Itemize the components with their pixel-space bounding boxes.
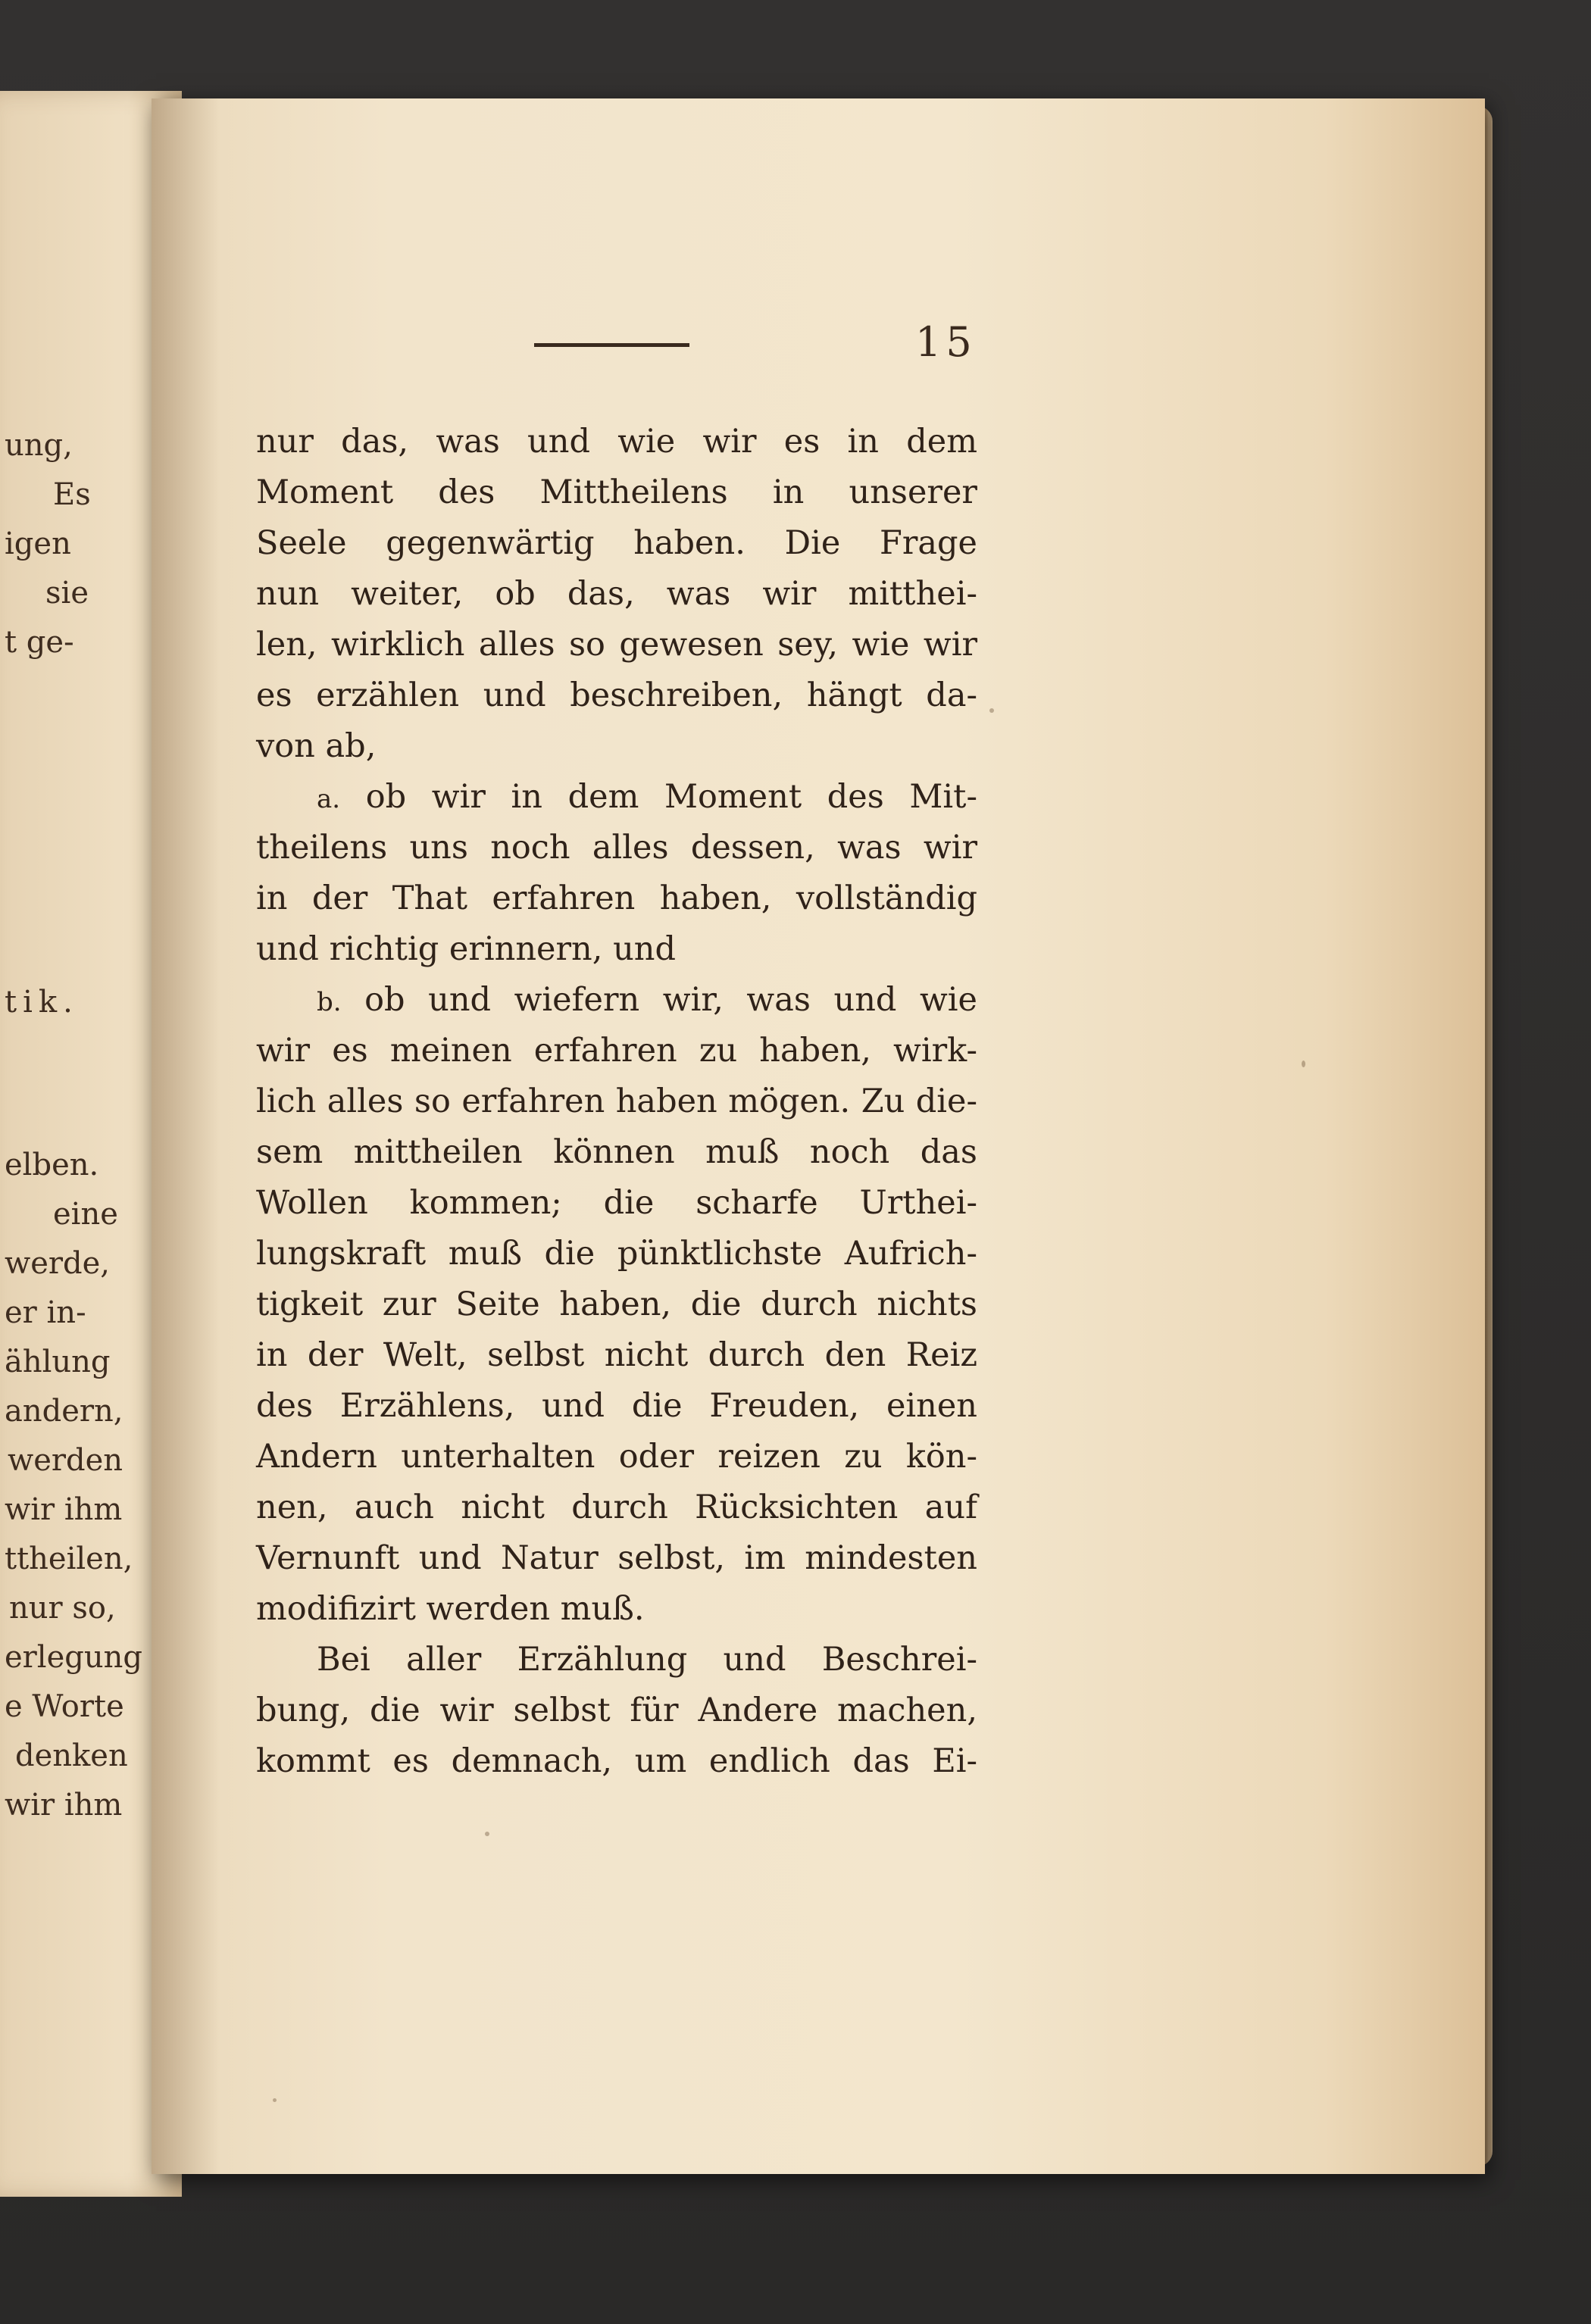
text-line: ob und wiefern wir, was und wie [364, 981, 977, 1019]
paper-speck [485, 1832, 489, 1836]
text-line: lich alles so erfahren haben mögen. Zu die- [256, 1082, 977, 1120]
left-page-fragment: eine [53, 1197, 118, 1232]
left-page-fragment: sie [45, 576, 89, 611]
body-text [256, 417, 977, 1787]
left-page-fragment: tik. [5, 985, 79, 1020]
text-line: und richtig erinnern, und [256, 930, 676, 968]
text-line: ob wir in dem Moment des Mit- [365, 778, 977, 816]
header-rule [534, 343, 689, 347]
text-line: wir es meinen erfahren zu haben, wirk- [256, 1032, 977, 1070]
text-line: Seele gegenwärtig haben. Die Frage [256, 524, 977, 562]
list-item-a [256, 772, 977, 823]
paper-speck [273, 2098, 277, 2102]
text-line: Wollen kommen; die scharfe Urthei- [256, 1184, 977, 1222]
text-line: in der Welt, selbst nicht durch den Reiz [256, 1336, 977, 1374]
left-page-fragment: igen [5, 526, 71, 561]
left-page-fragment: werden [8, 1443, 123, 1478]
text-line: nun weiter, ob das, was wir mitthei- [256, 575, 977, 613]
text-line: Moment des Mittheilens in unserer [256, 473, 977, 511]
list-marker: b. [317, 987, 342, 1017]
text-line: theilens uns noch alles dessen, was wir [256, 829, 977, 867]
text-line: len, wirklich alles so gewesen sey, wie wir [256, 626, 977, 664]
list-marker: a. [317, 784, 341, 814]
text-line: von ab, [256, 727, 377, 765]
paper-speck [1302, 1060, 1305, 1067]
list-item-b [256, 975, 977, 1026]
text-line: Vernunft und Natur selbst, im mindesten [256, 1539, 977, 1577]
text-line: Andern unterhalten oder reizen zu kön- [256, 1438, 977, 1476]
left-page-fragment: erlegung [5, 1640, 142, 1675]
text-line: es erzählen und beschreiben, hängt da- [256, 676, 977, 714]
text-line: tigkeit zur Seite haben, die durch nichts [256, 1285, 977, 1323]
left-page-fragment: Es [53, 477, 91, 512]
left-page-fragment: elben. [5, 1148, 99, 1182]
left-page-fragment: andern, [5, 1394, 123, 1429]
text-line: bung, die wir selbst für Andere machen, [256, 1691, 977, 1729]
text-line: nen, auch nicht durch Rücksichten auf [256, 1488, 977, 1526]
left-page-fragment: t ge- [5, 625, 74, 660]
text-line: des Erzählens, und die Freuden, einen [256, 1387, 977, 1425]
book-gutter-shadow [152, 98, 220, 2174]
left-page-fragment: er in- [5, 1295, 86, 1330]
left-page-fragment: wir ihm [5, 1788, 123, 1823]
left-page-fragment: werde, [5, 1246, 111, 1281]
text-line: in der That erfahren haben, vollständig [256, 879, 977, 917]
page-number: 15 [915, 318, 977, 366]
left-page-fragment: ung, [5, 428, 73, 463]
left-page-fragment: ählung [5, 1345, 111, 1379]
left-page-fragment: denken [15, 1738, 128, 1773]
text-line: sem mittheilen können muß noch das [256, 1133, 977, 1171]
left-page-fragment: wir ihm [5, 1492, 123, 1527]
text-line: nur das, was und wie wir es in dem [256, 423, 977, 461]
text-line: Bei aller Erzählung und Beschrei- [317, 1641, 977, 1679]
text-line: kommt es demnach, um endlich das Ei- [256, 1742, 977, 1780]
left-page-fragment: nur so, [9, 1591, 116, 1626]
left-page-fragment: e Worte [5, 1689, 124, 1724]
paper-speck [989, 708, 994, 713]
text-line: modifizirt werden muß. [256, 1590, 645, 1628]
left-page-fragment: ttheilen, [5, 1542, 133, 1576]
text-line: lungskraft muß die pünktlichste Aufrich- [256, 1235, 977, 1273]
